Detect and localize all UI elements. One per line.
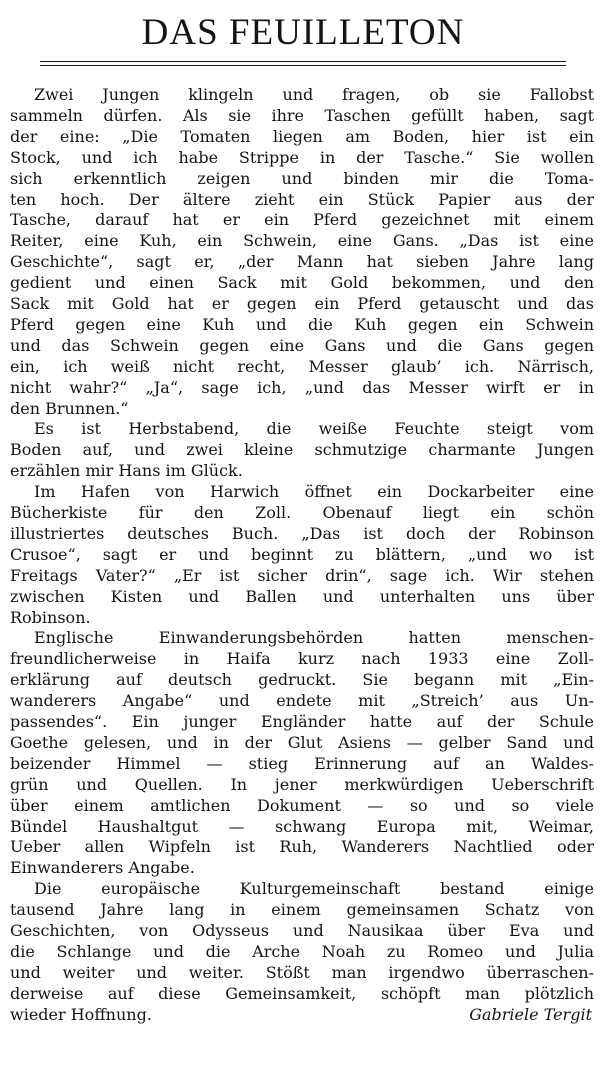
text-line: Tasche, darauf hat er ein Pferd gezeichnet mit einem xyxy=(10,210,594,230)
text-line: tausend Jahre lang in einem gemeinsamen Schatz von xyxy=(10,900,594,920)
text-line: Pferd gegen eine Kuh und die Kuh gegen ein Schwein xyxy=(10,314,594,334)
text-line: Bücherkiste für den Zoll. Obenauf liegt ein schön xyxy=(10,503,594,522)
text-line: passendes“. Ein junger Engländer hatte auf der Schule xyxy=(10,712,594,731)
text-line: Reiter, eine Kuh, ein Schwein, eine Gans. „Das ist eine xyxy=(10,231,594,251)
text-line: sich erkenntlich zeigen und binden mir die Toma- xyxy=(10,168,594,188)
text-line: derweise auf diese Gemeinsamkeit, schöpft man plötzlich xyxy=(10,983,594,1003)
text-line: Geschichte“, sagt er, „der Mann hat sieben Jahre lang xyxy=(10,252,594,272)
text-line: Crusoe“, sagt er und beginnt zu blättern, „und wo ist xyxy=(10,544,594,564)
text-line: den Brunnen.“ xyxy=(10,398,129,418)
text-line: Stock, und ich habe Strippe in der Tasche.“ Sie wollen xyxy=(10,147,594,167)
text-line: erzählen mir Hans im Glück. xyxy=(10,461,243,481)
text-line: wieder Hoffnung. xyxy=(10,1004,152,1024)
headline-rule-bottom xyxy=(40,65,566,66)
author-signature: Gabriele Tergit xyxy=(469,1004,592,1024)
text-line: Englische Einwanderungsbehörden hatten menschen- xyxy=(34,628,594,648)
text-line: Goethe gelesen, und in der Glut Asiens — gelber Sand und xyxy=(10,732,594,752)
text-line: und das Schwein gegen eine Gans und die Gans gegen xyxy=(10,335,594,355)
text-line: Die europäische Kulturgemeinschaft bestand einige xyxy=(34,879,594,899)
text-line: und weiter und weiter. Stößt man irgendwo überraschen- xyxy=(10,962,594,982)
text-line: illustriertes deutsches Buch. „Das ist doch der Robinson xyxy=(10,523,594,543)
text-line: nicht wahr?“ „Ja“, sage ich, „und das Messer wirft er in xyxy=(10,377,594,397)
text-line: Bündel Haushaltgut — schwang Europa mit, Weimar, xyxy=(10,816,594,836)
text-line: erklärung auf deutsch gedruckt. Sie begann mit „Ein- xyxy=(10,670,594,690)
text-line: gedient und einen Sack mit Gold bekommen, und den xyxy=(10,273,594,293)
headline-rule-top xyxy=(40,61,566,62)
text-line: Zwei Jungen klingeln und fragen, ob sie Fallobst xyxy=(34,85,594,104)
text-line: ein, ich weiß nicht recht, Messer glaub’ ich. Närrisch, xyxy=(10,356,594,376)
text-line: Freitags Vater?“ „Er ist sicher drin“, sage ich. Wir stehen xyxy=(10,565,594,585)
text-line: ten hoch. Der ältere zieht ein Stück Papier aus der xyxy=(10,189,594,209)
text-line: freundlicherweise in Haifa kurz nach 1933 eine Zoll- xyxy=(10,649,594,669)
text-line: Es ist Herbstabend, die weiße Feuchte steigt vom xyxy=(34,419,594,439)
text-line: Geschichten, von Odysseus und Nausikaa über Eva und xyxy=(10,921,594,940)
text-line: Ueber allen Wipfeln ist Ruh, Wanderers Nachtlied oder xyxy=(10,837,594,857)
text-line: Boden auf, und zwei kleine schmutzige charmante Jungen xyxy=(10,440,594,460)
headline: DAS FEUILLETON xyxy=(141,12,465,53)
text-line: die Schlange und die Arche Noah zu Romeo und Julia xyxy=(10,941,594,961)
text-line: über einem amtlichen Dokument — so und so viele xyxy=(10,795,594,815)
text-line: wanderers Angabe“ und endete mit „Streich’ aus Un- xyxy=(10,691,594,711)
text-line: sammeln dürfen. Als sie ihre Taschen gefüllt haben, sagt xyxy=(10,105,594,125)
text-line: Im Hafen von Harwich öffnet ein Dockarbeiter eine xyxy=(34,482,594,502)
text-line: Sack mit Gold hat er gegen ein Pferd getauscht und das xyxy=(10,294,594,313)
text-line: beizender Himmel — stieg Erinnerung auf an Waldes- xyxy=(10,753,594,773)
text-line: grün und Quellen. In jener merkwürdigen Ueberschrift xyxy=(10,774,594,794)
text-line: Einwanderers Angabe. xyxy=(10,858,195,878)
text-line: der eine: „Die Tomaten liegen am Boden, hier ist ein xyxy=(10,126,594,146)
text-line: Robinson. xyxy=(10,607,91,627)
text-line: zwischen Kisten und Ballen und unterhalten uns über xyxy=(10,586,594,606)
